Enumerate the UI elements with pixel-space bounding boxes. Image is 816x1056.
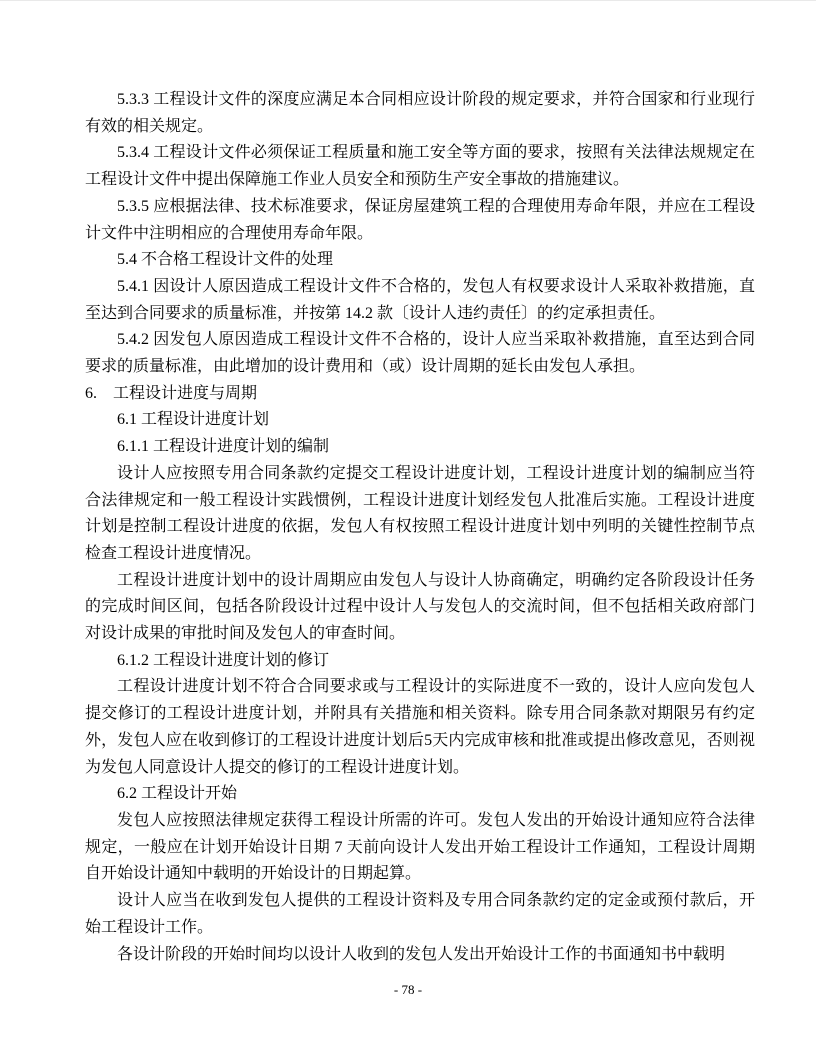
paragraph-stage-start-time: 各设计阶段的开始时间均以设计人收到的发包人发出开始设计工作的书面通知书中载明 [117, 945, 726, 963]
heading-5-4: 5.4 不合格工程设计文件的处理 [117, 251, 334, 269]
page-number: - 78 - [393, 982, 423, 997]
clause-5-3-4: 5.3.4 工程设计文件必须保证工程质量和施工安全等方面的要求，按照有关法律法规规定在工程设计文件中提出保障施工作业人员安全和预防生产安全事故的措施建议。 [85, 144, 755, 189]
heading-6-2: 6.2 工程设计开始 [117, 785, 238, 803]
heading-6-1: 6.1 工程设计进度计划 [117, 411, 270, 429]
paragraph-design-period-agreement: 工程设计进度计划中的设计周期应由发包人与设计人协商确定，明确约定各阶段设计任务的完成时间区间，包括各阶段设计过程中设计人与发包人的交流时间，但不包括相关政府部门对设计成果的审批时间及发包人的审查时间。 [85, 571, 755, 643]
heading-6-1-2: 6.1.2 工程设计进度计划的修订 [117, 651, 330, 669]
page-footer [0, 981, 816, 999]
heading-6-1-1: 6.1.1 工程设计进度计划的编制 [117, 438, 330, 456]
paragraph-progress-plan-compilation: 设计人应按照专用合同条款约定提交工程设计进度计划，工程设计进度计划的编制应当符合法律规定和一般工程设计实践惯例，工程设计进度计划经发包人批准后实施。工程设计进度计划是控制工程设计进度的依据，发包人有权按照工程设计进度计划中列明的关键性控制节点检查工程设计进度情况。 [85, 464, 755, 562]
clause-5-3-5: 5.3.5 应根据法律、技术标准要求，保证房屋建筑工程的合理使用寿命年限，并应在工程设计文件中注明相应的合理使用寿命年限。 [85, 197, 755, 242]
section-heading-6: 6. 工程设计进度与周期 [85, 384, 258, 402]
paragraph-design-start-condition: 设计人应当在收到发包人提供的工程设计资料及专用合同条款约定的定金或预付款后，开始工程设计工作。 [85, 892, 755, 936]
clause-5-4-2: 5.4.2 因发包人原因造成工程设计文件不合格的，设计人应当采取补救措施，直至达到合同要求的质量标准，由此增加的设计费用和（或）设计周期的延长由发包人承担。 [85, 331, 755, 376]
paragraph-design-start-notice: 发包人应按照法律规定获得工程设计所需的许可。发包人发出的开始设计通知应符合法律规定，一般应在计划开始设计日期 7 天前向设计人发出开始工程设计工作通知，工程设计周期自开始设计通知中载明的开始设计的日期起算。 [85, 811, 755, 883]
document-content [85, 87, 755, 968]
paragraph-progress-plan-revision: 工程设计进度计划不符合合同要求或与工程设计的实际进度不一致的，设计人应向发包人提交修订的工程设计进度计划，并附具有关措施和相关资料。除专用合同条款对期限另有约定外，发包人应在收到修订的工程设计进度计划后5天内完成审核和批准或提出修改意见，否则视为发包人同意设计人提交的修订的工程设计进度计划。 [85, 678, 755, 776]
clause-5-4-1: 5.4.1 因设计人原因造成工程设计文件不合格的，发包人有权要求设计人采取补救措施，直至达到合同要求的质量标准，并按第 14.2 款〔设计人违约责任〕的约定承担责任。 [85, 277, 755, 322]
clause-5-3-3: 5.3.3 工程设计文件的深度应满足本合同相应设计阶段的规定要求，并符合国家和行业现行有效的相关规定。 [85, 91, 755, 135]
